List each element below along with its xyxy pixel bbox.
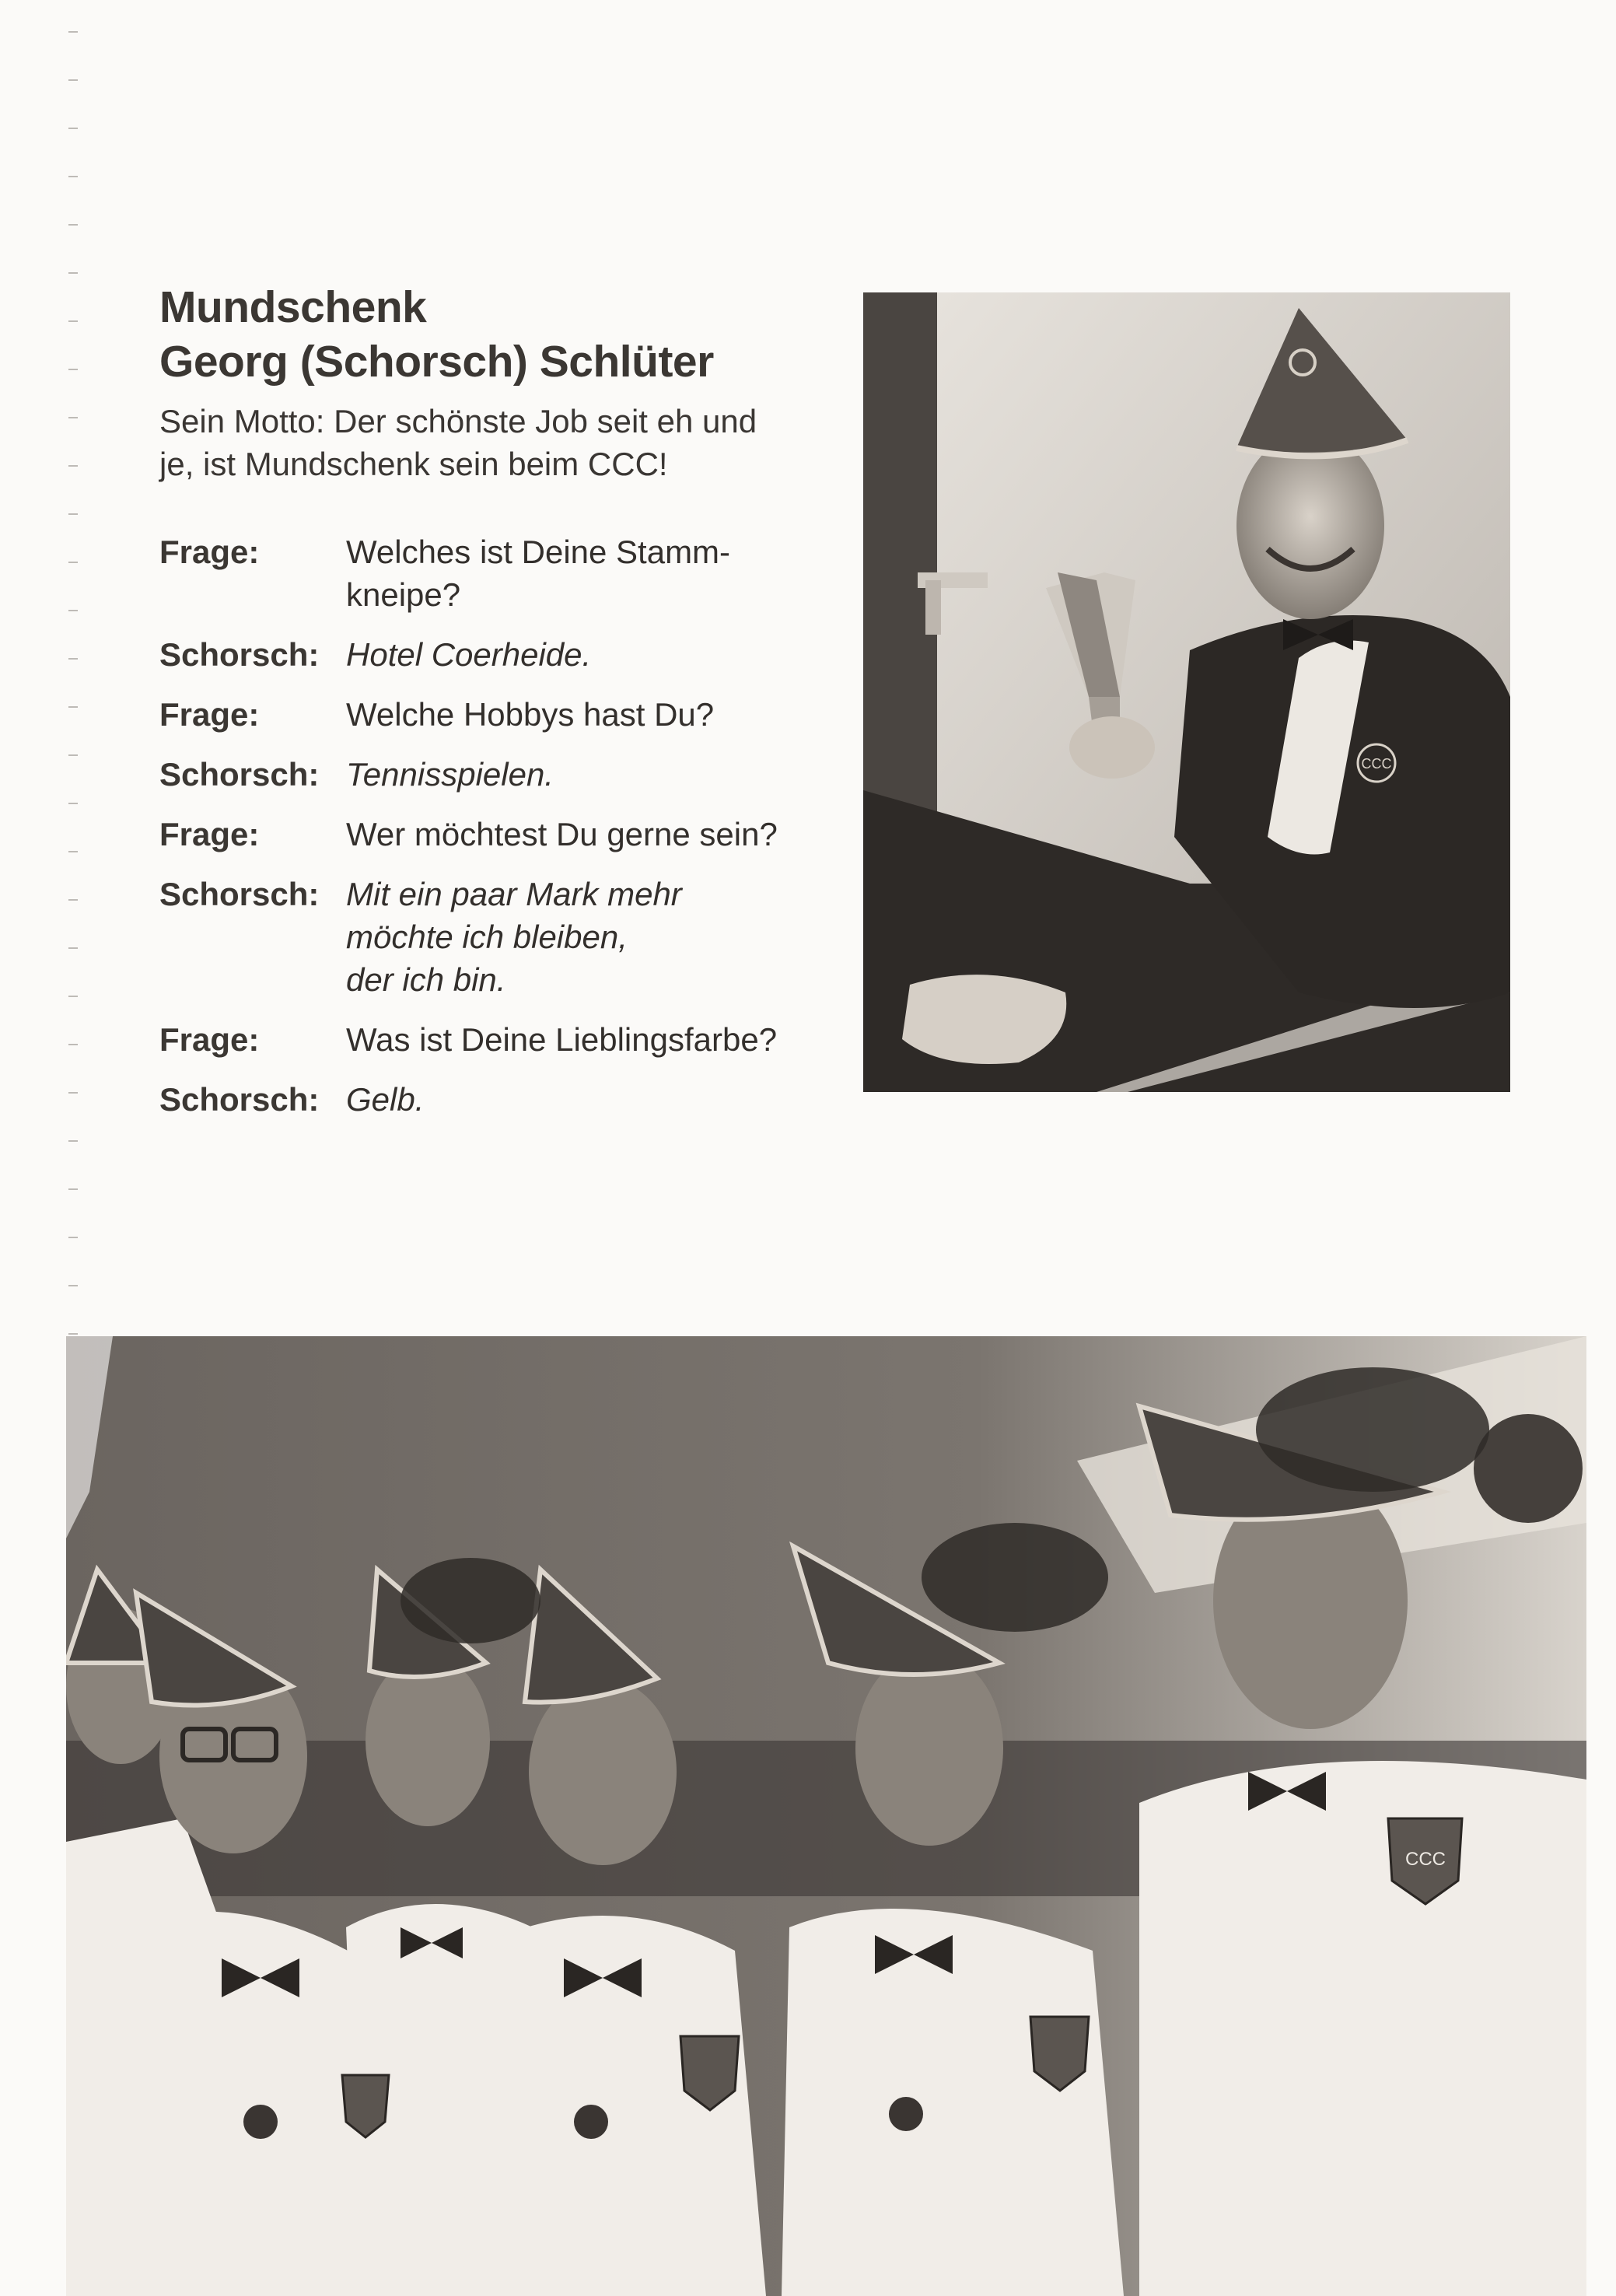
binding-mark: [68, 754, 78, 756]
binding-mark: [68, 658, 78, 660]
interview-text: Mit ein paar Mark mehr möchte ich bleiben, der ich bin.: [346, 876, 682, 998]
title-line-2: Georg (Schorsch) Schlüter: [159, 337, 714, 387]
interview: [159, 530, 859, 1121]
binding-mark: [68, 31, 78, 33]
binding-mark: [68, 1092, 78, 1094]
interview-text: Gelb.: [346, 1081, 425, 1118]
binding-mark: [68, 513, 78, 515]
interview-label: Schorsch:: [159, 876, 320, 912]
article: [159, 280, 859, 1138]
title-line-1: Mundschenk: [159, 282, 427, 332]
interview-text: Tennisspielen.: [346, 756, 554, 793]
interview-label: Frage:: [159, 696, 260, 733]
interview-question: [159, 1018, 859, 1061]
interview-question: [159, 530, 859, 616]
binding-mark: [68, 79, 78, 81]
binding-mark: [68, 369, 78, 370]
binding-mark: [68, 706, 78, 708]
interview-label: Frage:: [159, 1021, 260, 1058]
binding-mark: [68, 1140, 78, 1142]
group-photo: [66, 1336, 1586, 2296]
interview-label: Schorsch:: [159, 756, 320, 793]
interview-question: [159, 693, 859, 736]
article-title: [159, 280, 859, 389]
binding-mark: [68, 851, 78, 852]
binding-mark: [68, 224, 78, 226]
motto: Sein Motto: Der schönste Job seit eh und je, ist Mundschenk sein beim CCC!: [159, 403, 757, 482]
interview-text: Was ist Deine Lieblingsfarbe?: [346, 1021, 778, 1058]
binding-mark: [68, 465, 78, 467]
group-photo-drawing: [66, 1336, 1586, 2296]
group-badge-text: CCC: [1405, 1849, 1446, 1870]
binding-mark: [68, 1044, 78, 1045]
interview-text: Wer möchtest Du gerne sein?: [346, 816, 778, 852]
interview-answer: [159, 753, 859, 796]
interview-text: Hotel Coerheide.: [346, 636, 592, 673]
binding-mark: [68, 417, 78, 418]
portrait-photo-drawing: [863, 292, 1510, 1092]
binding-mark: [68, 320, 78, 322]
binding-mark: [68, 803, 78, 804]
interview-label: Frage:: [159, 534, 260, 570]
binding-mark: [68, 899, 78, 901]
binding-mark: [68, 996, 78, 997]
portrait-photo: [863, 292, 1510, 1092]
binding-mark: [68, 128, 78, 129]
interview-label: Schorsch:: [159, 636, 320, 673]
binding-mark: [68, 1333, 78, 1335]
interview-text: Welche Hobbys hast Du?: [346, 696, 715, 733]
binding-mark: [68, 947, 78, 949]
interview-label: Frage:: [159, 816, 260, 852]
binding-mark: [68, 562, 78, 563]
binding-mark: [68, 1285, 78, 1286]
binding-mark: [68, 610, 78, 611]
portrait-badge-text: CCC: [1361, 756, 1392, 772]
binding-mark: [68, 272, 78, 274]
binding-mark: [68, 1237, 78, 1238]
interview-text: Welches ist Deine Stamm- kneipe?: [346, 534, 731, 613]
interview-answer: [159, 633, 859, 676]
interview-answer: [159, 1078, 859, 1121]
interview-answer: [159, 873, 859, 1001]
binding-mark: [68, 1188, 78, 1190]
binding-mark: [68, 176, 78, 177]
interview-question: [159, 813, 859, 856]
interview-label: Schorsch:: [159, 1081, 320, 1118]
